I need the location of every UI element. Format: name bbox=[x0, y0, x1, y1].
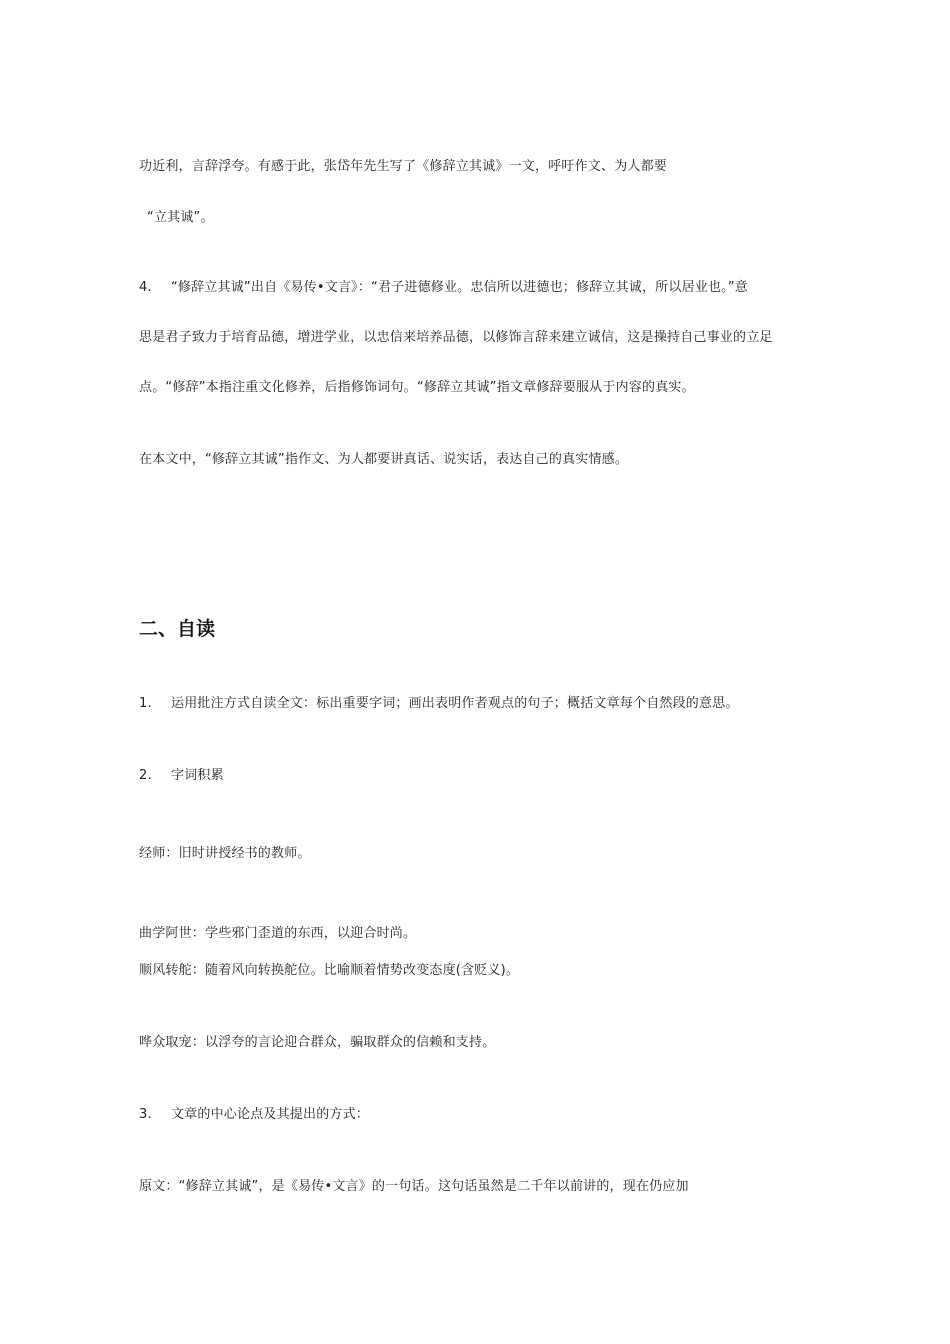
list-number: 2. bbox=[139, 768, 152, 783]
list-item-3 bbox=[139, 1106, 369, 1124]
list-item-4 bbox=[139, 279, 748, 297]
vocab-entry: 顺风转舵：随着风向转换舵位。比喻顺着情势改变态度(含贬义)。 bbox=[139, 963, 520, 978]
list-number: 3. bbox=[139, 1107, 152, 1122]
list-item-text: 文章的中心论点及其提出的方式： bbox=[171, 1107, 370, 1122]
original-quote-line: 原文：“修辞立其诚”，是《易传•文言》的一句话。这句话虽然是二千年以前讲的，现在仍应加 bbox=[139, 1179, 689, 1194]
list-number: 4. bbox=[139, 280, 152, 295]
paragraph-line: 思是君子致力于培育品德，增进学业，以忠信来培养品德，以修饰言辞来建立诚信，这是操持自己事业的立足 bbox=[139, 330, 773, 345]
list-item-text: 字词积累 bbox=[171, 768, 224, 783]
paragraph-line: 点。“修辞”本指注重文化修养，后指修饰词句。“修辞立其诚”指文章修辞要服从于内容的真实。 bbox=[139, 380, 695, 395]
vocab-entry: 经师：旧时讲授经书的教师。 bbox=[139, 846, 311, 861]
list-number: 1. bbox=[139, 696, 152, 711]
section-heading: 二、自读 bbox=[139, 618, 216, 640]
list-item-text: “修辞立其诚”出自《易传•文言》：“君子进德修业。忠信所以进德也；修辞立其诚，所以居业也。”意 bbox=[171, 280, 749, 295]
vocab-entry: 曲学阿世：学些邪门歪道的东西，以迎合时尚。 bbox=[139, 926, 417, 941]
list-item-1 bbox=[139, 695, 739, 713]
paragraph-line: 功近利，言辞浮夸。有感于此，张岱年先生写了《修辞立其诚》一文，呼吁作文、为人都要 bbox=[139, 159, 668, 174]
list-item-text: 运用批注方式自读全文：标出重要字词；画出表明作者观点的句子；概括文章每个自然段的意思。 bbox=[171, 696, 739, 711]
paragraph-line: “立其诚”。 bbox=[147, 210, 214, 225]
summary-paragraph: 在本文中，“修辞立其诚”指作文、为人都要讲真话、说实话，表达自己的真实情感。 bbox=[139, 452, 629, 467]
list-item-2 bbox=[139, 767, 224, 785]
vocab-entry: 哗众取宠：以浮夸的言论迎合群众，骗取群众的信赖和支持。 bbox=[139, 1035, 496, 1050]
